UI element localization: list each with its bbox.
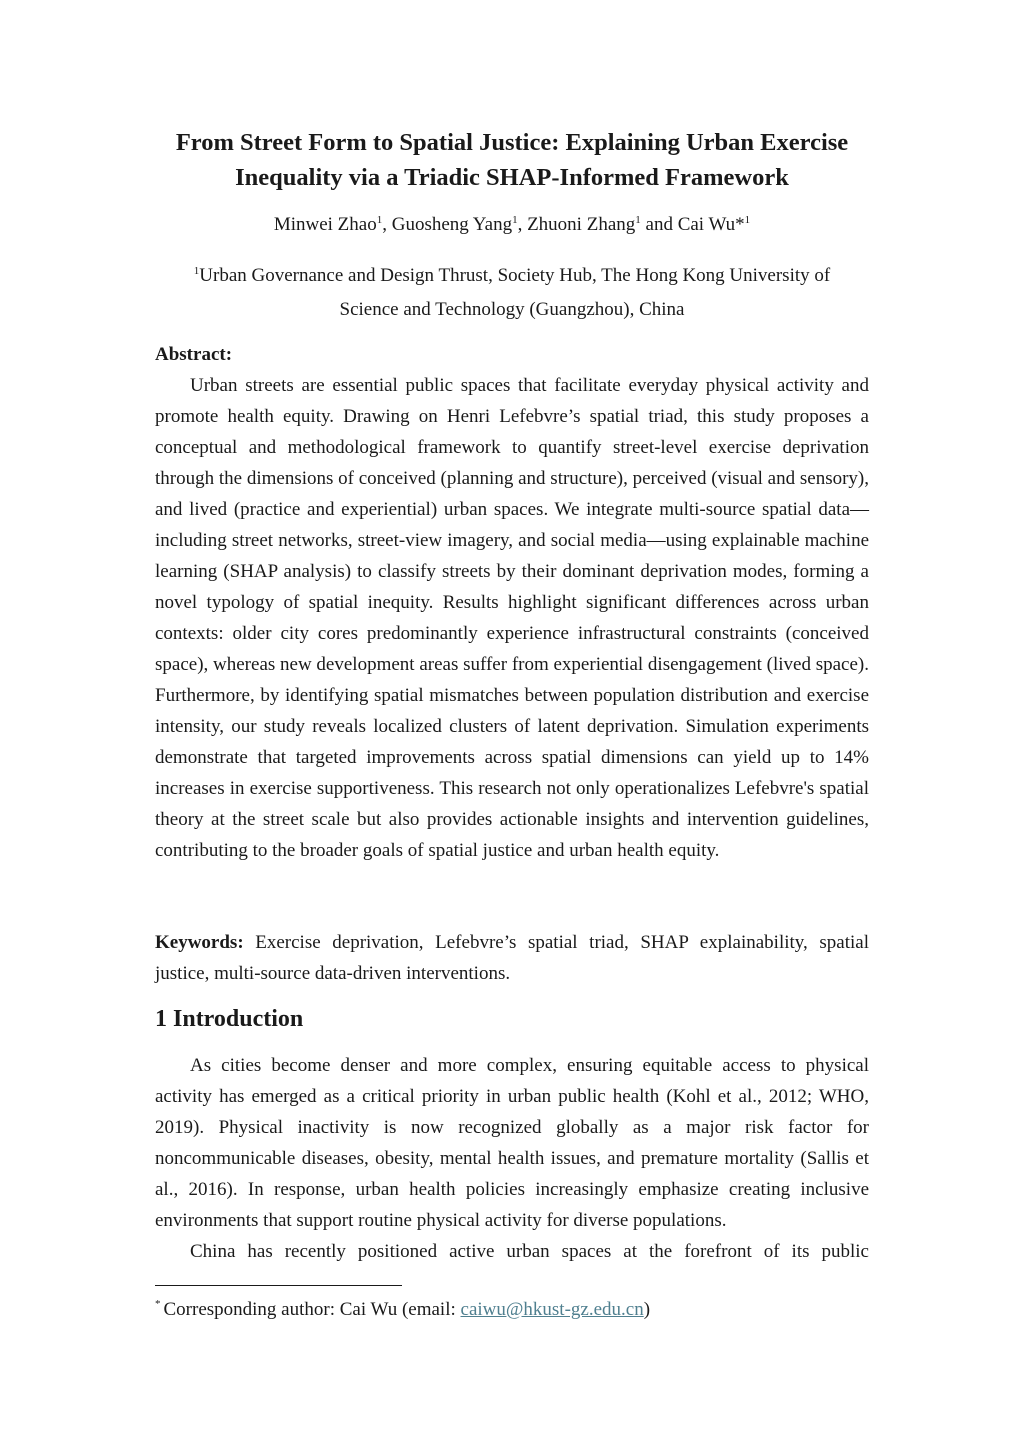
- abstract-heading: Abstract:: [155, 344, 233, 365]
- author-name: Guosheng Yang: [391, 214, 513, 235]
- author-affiliation-mark: 1: [744, 214, 751, 226]
- keywords-label: Keywords:: [155, 932, 244, 953]
- affiliation: [155, 259, 869, 327]
- footnote: [155, 1296, 869, 1324]
- keywords: [155, 927, 869, 989]
- section-heading-introduction: 1 Introduction: [155, 1006, 304, 1032]
- footnote-text: Corresponding author: Cai Wu (email:: [163, 1299, 461, 1320]
- footnote-mark: *: [155, 1298, 161, 1310]
- affiliation-mark: 1: [193, 265, 200, 277]
- author-affiliation-mark: 1: [635, 214, 641, 226]
- author-name: Zhuoni Zhang: [527, 214, 636, 235]
- author-separator: ,: [382, 214, 392, 235]
- title-line-1: From Street Form to Spatial Justice: Explaining Urban Exercise: [175, 129, 849, 156]
- author-separator: and: [640, 214, 678, 235]
- paper-title: [155, 125, 869, 195]
- introduction-paragraph: China has recently positioned active urban spaces at the forefront of its public: [190, 1241, 869, 1262]
- introduction-paragraph: As cities become denser and more complex, ensuring equitable access to physical activity has emerged as a critical priority in urban public health (Kohl et al., 2012; WHO, 2019). Physical inactivity is now recognized globally as a major risk factor for noncommunicable diseases, obesity, mental health issues, and premature mortality (Sallis et al., 2016). In response, urban health policies increasingly emphasize creating inclusive environments that support routine physical activity for diverse populations.: [155, 1055, 869, 1231]
- title-line-2: Inequality via a Triadic SHAP-Informed Framework: [235, 164, 789, 191]
- affiliation-line-1: Urban Governance and Design Thrust, Society Hub, The Hong Kong University of: [199, 265, 831, 286]
- author-name: Minwei Zhao: [273, 214, 377, 235]
- author-affiliation-mark: 1: [512, 214, 518, 226]
- keywords-text: Exercise deprivation, Lefebvre’s spatial triad, SHAP explainability, spatial justice, multi-source data-driven interventions.: [155, 932, 869, 984]
- footnote-close: ): [643, 1299, 651, 1320]
- author-list: [155, 211, 869, 239]
- author-separator: ,: [517, 214, 528, 235]
- email-link[interactable]: caiwu@hkust-gz.edu.cn: [460, 1299, 644, 1320]
- author-name: Cai Wu*: [677, 214, 745, 235]
- footnote-divider: [155, 1285, 402, 1286]
- author-affiliation-mark: 1: [376, 214, 383, 226]
- abstract-text: Urban streets are essential public spaces that facilitate everyday physical activity and promote health equity. Drawing on Henri Lefebvre’s spatial triad, this study proposes a conceptual and methodological framework to quantify street-level exercise deprivation through the dimensions of conceived (planning and structure), perceived (visual and sensory), and lived (practice and experiential) urban spaces. We integrate multi-source spatial data—including street networks, street-view imagery, and social media—using explainable machine learning (SHAP analysis) to classify streets by their dominant deprivation modes, forming a novel typology of spatial inequity. Results highlight significant differences across urban contexts: older city cores predominantly experience infrastructural constraints (conceived space), whereas new development areas suffer from experiential disengagement (lived space). Furthermore, by identifying spatial mismatches between population distribution and exercise intensity, our study reveals localized clusters of latent deprivation. Simulation experiments demonstrate that targeted improvements across spatial dimensions can yield up to 14% increases in exercise supportiveness. This research not only operationalizes Lefebvre's spatial theory at the street scale but also provides actionable insights and intervention guidelines, contributing to the broader goals of spatial justice and urban health equity.: [155, 375, 869, 861]
- affiliation-line-2: Science and Technology (Guangzhou), China: [339, 299, 685, 320]
